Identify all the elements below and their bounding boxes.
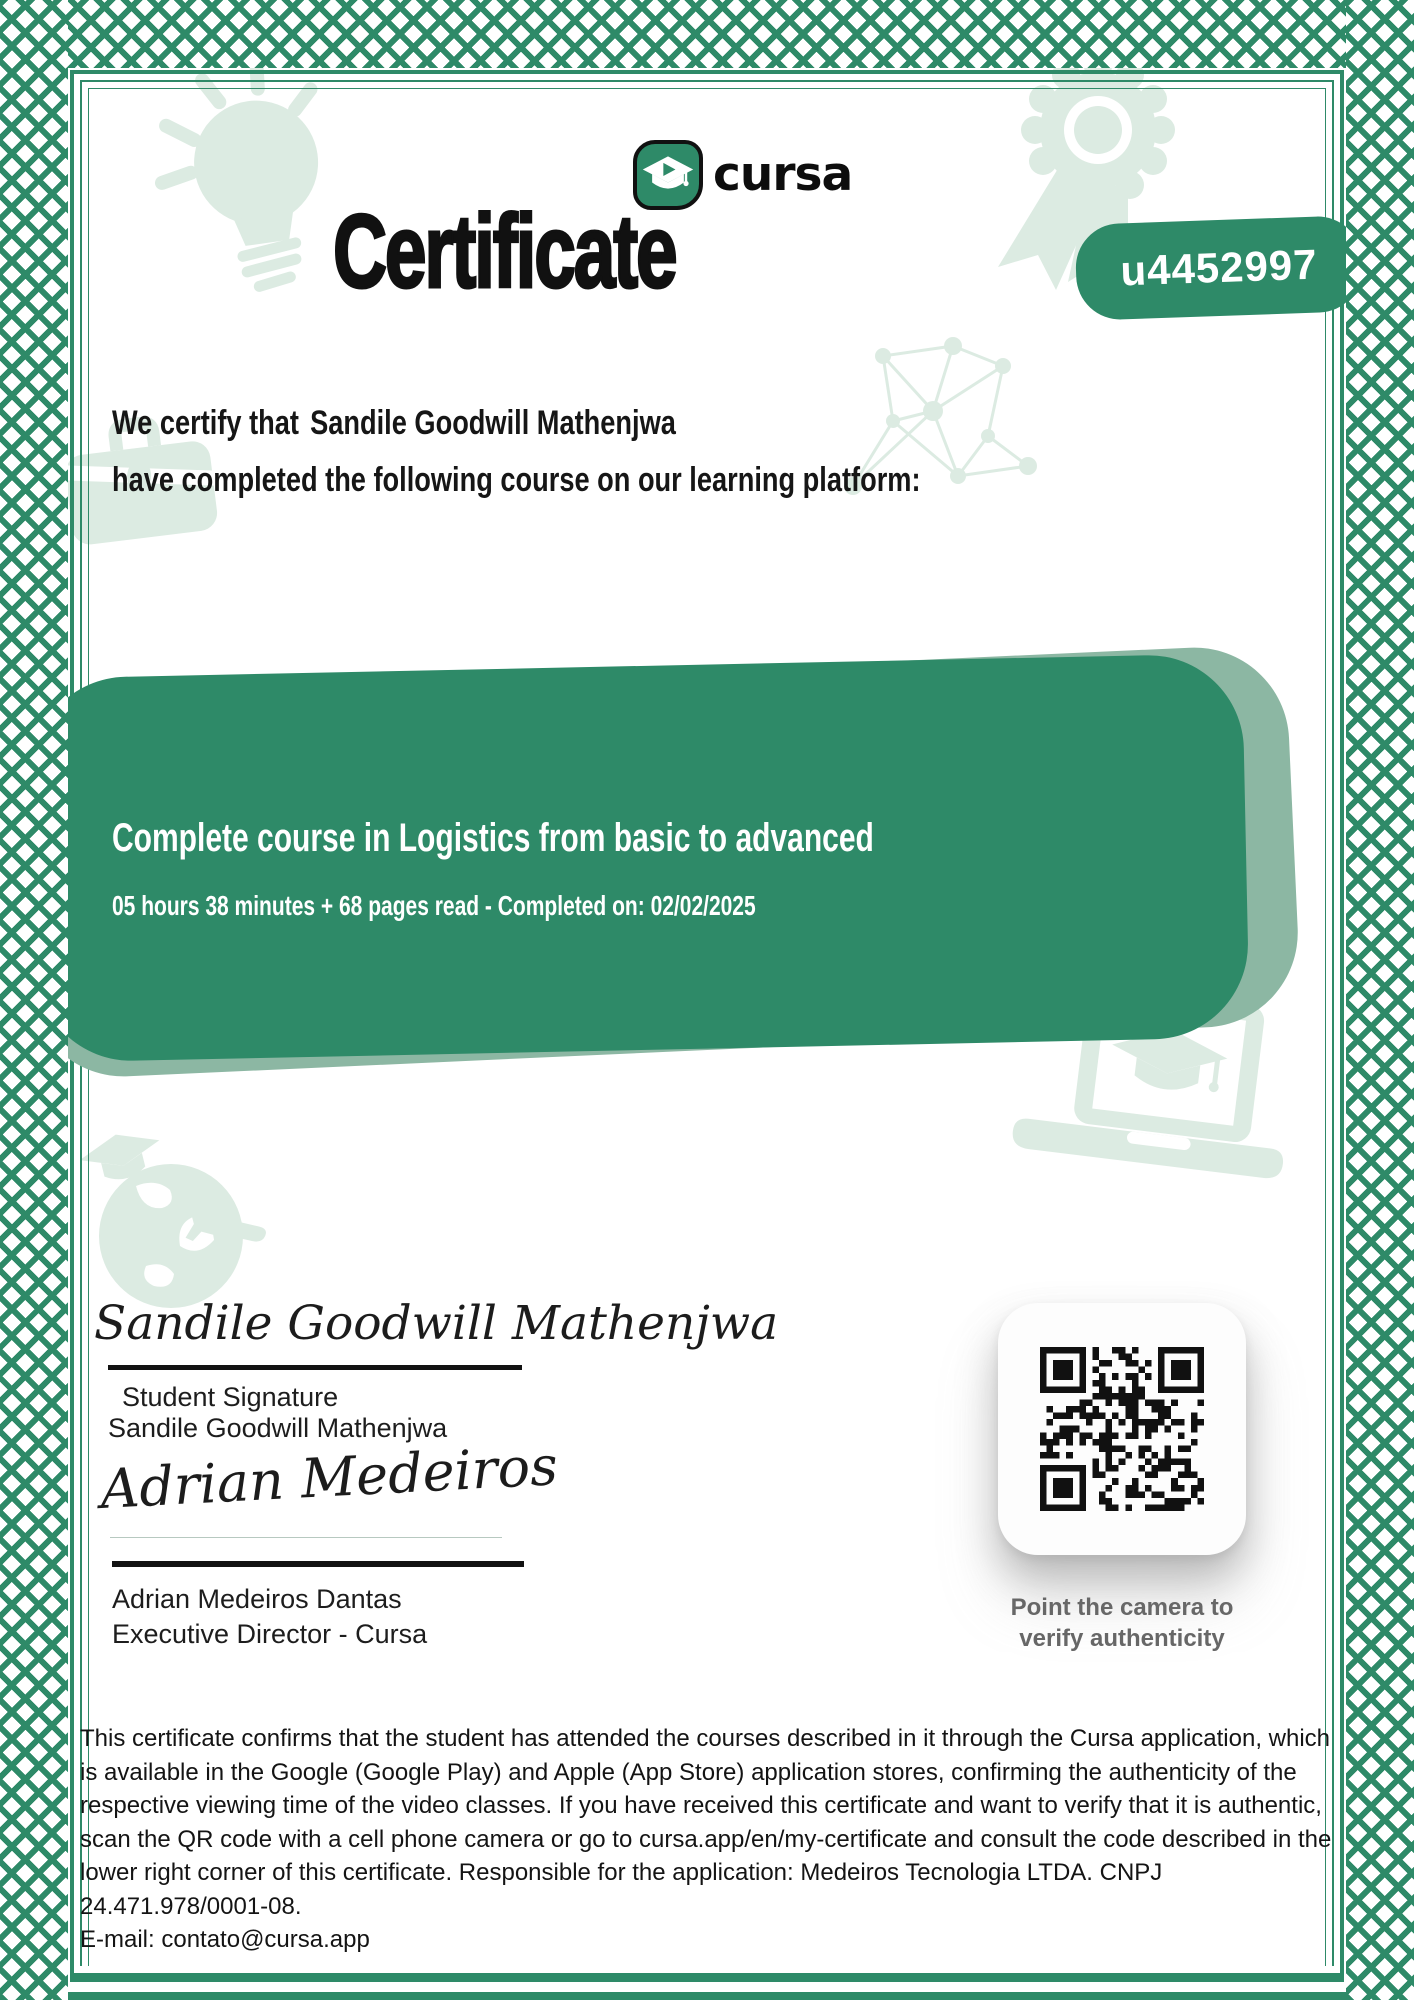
student-signature-name: Sandile Goodwill Mathenjwa	[108, 1413, 448, 1443]
certify-line-1	[112, 404, 817, 443]
border-pattern-left	[0, 0, 68, 2000]
course-title: Complete course in Logistics from basic to advanced	[112, 816, 874, 860]
course-meta: 05 hours 38 minutes + 68 pages read - Completed on: 02/02/2025	[112, 890, 756, 921]
certify-suffix: have completed the following course on our learning platform:	[112, 461, 921, 499]
lightbulb-icon	[125, 47, 356, 308]
border-pattern-top	[0, 0, 1414, 68]
certificate-title: Certificate	[333, 194, 676, 310]
border-pattern-right	[1346, 0, 1414, 2000]
certify-prefix: We certify that	[112, 404, 299, 442]
student-signature-script: Sandile Goodwill Mathenjwa	[94, 1296, 779, 1351]
student-signature-role: Student Signature	[122, 1382, 339, 1412]
qr-caption: Point the camera to verify authenticity	[1010, 1594, 1234, 1652]
certify-line-2	[112, 461, 1123, 500]
director-name: Adrian Medeiros Dantas	[112, 1584, 402, 1614]
brand-name: cursa	[713, 147, 853, 202]
footer-disclaimer	[80, 1722, 1338, 1957]
qr-code	[1040, 1347, 1204, 1511]
footer-email: E-mail: contato@cursa.app	[80, 1926, 370, 1953]
student-name-inline: Sandile Goodwill Mathenjwa	[310, 404, 676, 442]
student-signature-line	[108, 1365, 522, 1370]
director-role: Executive Director - Cursa	[112, 1619, 428, 1649]
footer-text: This certificate confirms that the student has attended the courses described in it through the Cursa application, which is available in the Google (Google Play) and Apple (App Store) application stores, confirming the authenticity of the respective viewing time of the video classes. If you have received this certificate and want to verify that it is authentic, scan the QR code with a cell phone camera or go to cursa.app/en/my-certificate and consult the code described in the lower right corner of this certificate. Responsible for the application: Medeiros Tecnologia LTDA. CNPJ 24.471.978/0001-08.	[80, 1725, 1332, 1920]
certificate-code-badge	[1074, 215, 1363, 321]
globe-plane-gradcap-icon	[76, 1076, 266, 1314]
qr-card	[998, 1303, 1246, 1555]
bottom-border-bar	[68, 1992, 1346, 2000]
director-signature-script: Adrian Medeiros	[98, 1434, 560, 1521]
director-signature-line	[112, 1561, 524, 1567]
director-signature-hairline	[110, 1537, 502, 1538]
certificate-code: u4452997	[1119, 240, 1319, 295]
